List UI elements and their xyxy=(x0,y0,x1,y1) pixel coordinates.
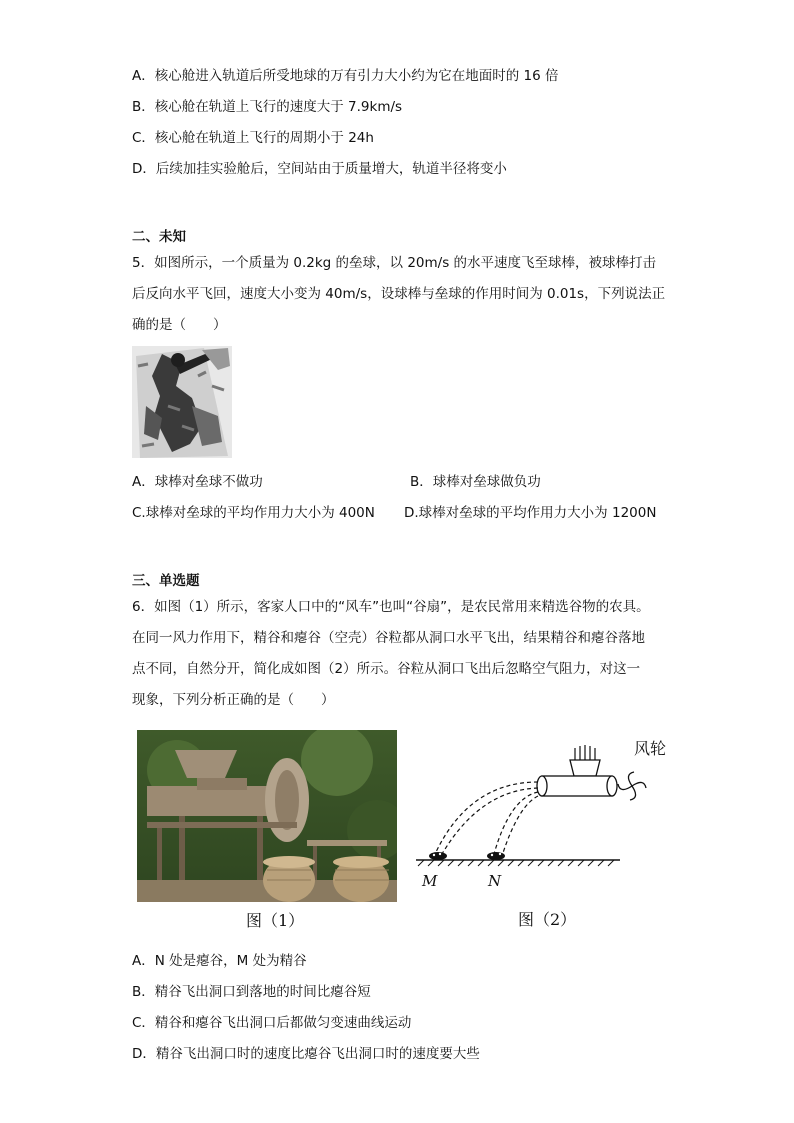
q6-stem-line-4: 现象，下列分析正确的是（ ） xyxy=(132,692,335,708)
wheel-label: 风轮 xyxy=(634,739,667,758)
point-n-label: N xyxy=(488,872,502,890)
q5-option-a: A．球棒对垒球不做功 xyxy=(132,474,263,490)
q4-option-d: D．后续加挂实验舱后，空间站由于质量增大，轨道半径将变小 xyxy=(132,161,507,177)
q6-stem-line-2: 在同一风力作用下，精谷和瘪谷（空壳）谷粒都从洞口水平飞出，结果精谷和瘪谷落地 xyxy=(132,630,645,646)
q6-stem-line-3: 点不同，自然分开，简化成如图（2）所示。谷粒从洞口飞出后忽略空气阻力，对这一 xyxy=(132,661,641,677)
winnowing-diagram xyxy=(410,730,690,905)
figure2-caption: 图（2） xyxy=(518,910,577,929)
q6-option-c: C．精谷和瘪谷飞出洞口后都做匀变速曲线运动 xyxy=(132,1015,412,1031)
q5-stem-line-2: 后反向水平飞回，速度大小变为 40m/s，设球棒与垒球的作用时间为 0.01s，下列说法正 xyxy=(132,286,666,302)
q4-option-c: C．核心舱在轨道上飞行的周期小于 24h xyxy=(132,130,374,146)
q5-stem-line-1: 5．如图所示，一个质量为 0.2kg 的垒球，以 20m/s 的水平速度飞至球棒，被球棒打击 xyxy=(132,255,657,271)
section-title-2: 二、未知 xyxy=(132,229,186,245)
q5-option-b: B．球棒对垒球做负功 xyxy=(410,474,541,490)
q5-stem-line-3: 确的是（ ） xyxy=(132,317,227,333)
baseball-photo xyxy=(132,346,232,458)
q4-option-a: A．核心舱进入轨道后所受地球的万有引力大小约为它在地面时的 16 倍 xyxy=(132,68,559,84)
q4-option-b: B．核心舱在轨道上飞行的速度大于 7.9km/s xyxy=(132,99,403,115)
point-m-label: M xyxy=(422,872,438,890)
section-title-3: 三、单选题 xyxy=(132,573,200,589)
q5-option-d: D.球棒对垒球的平均作用力大小为 1200N xyxy=(404,505,657,521)
q6-option-d: D．精谷飞出洞口时的速度比瘪谷飞出洞口时的速度要大些 xyxy=(132,1046,480,1062)
q5-option-c: C.球棒对垒球的平均作用力大小为 400N xyxy=(132,505,375,521)
figure1-caption: 图（1） xyxy=(246,911,305,930)
winnowing-machine-photo xyxy=(137,730,397,902)
q6-stem-line-1: 6．如图（1）所示，客家人口中的“风车”也叫“谷扇”，是农民常用来精选谷物的农具。 xyxy=(132,599,650,615)
q6-option-b: B．精谷飞出洞口到落地的时间比瘪谷短 xyxy=(132,984,371,1000)
q6-option-a: A．N 处是瘪谷，M 处为精谷 xyxy=(132,953,307,969)
